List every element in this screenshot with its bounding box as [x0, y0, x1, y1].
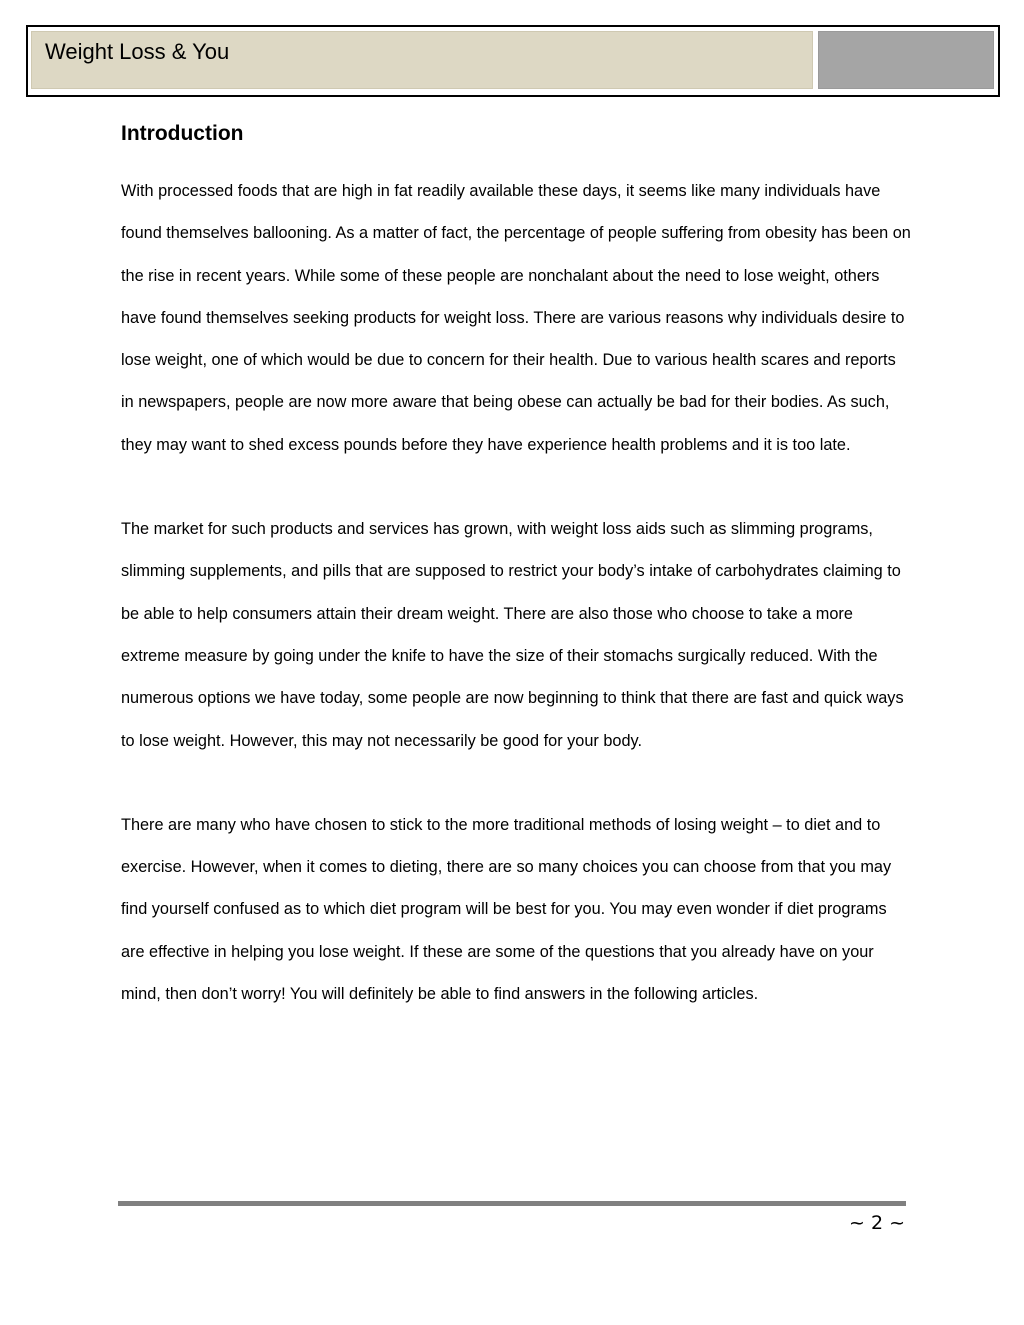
document-body	[121, 118, 911, 1015]
page-number: ~ 2 ~	[848, 1212, 905, 1234]
document-title: Weight Loss & You	[45, 39, 230, 64]
footer-divider	[118, 1201, 906, 1206]
body-paragraph: There are many who have chosen to stick to the more traditional methods of losing weight – to diet and to exercise. However, when it comes to dieting, there are so many choices you can choose from that you may find yourself confused as to which diet program will be best for you. You may even wonder if diet programs are effective in helping you lose weight. If these are some of the questions that you already have on your mind, then don’t worry! You will definitely be able to find answers in the following articles.	[121, 815, 892, 1004]
page-header	[26, 25, 1000, 97]
header-side-block	[818, 31, 994, 89]
section-heading: Introduction	[121, 122, 244, 145]
header-title-panel	[31, 31, 813, 89]
body-paragraph: With processed foods that are high in fat readily available these days, it seems like many individuals have found themselves ballooning. As a matter of fact, the percentage of people suffering from obesity has been on the rise in recent years. While some of these people are nonchalant about the need to lose weight, others have found themselves seeking products for weight loss. There are various reasons why individuals desire to lose weight, one of which would be due to concern for their health. Due to various health scares and reports in newspapers, people are now more aware that being obese can actually be bad for their bodies. As such, they may want to shed excess pounds before they have experience health problems and it is too late.	[121, 182, 911, 454]
body-paragraph: The market for such products and services has grown, with weight loss aids such as slimming programs, slimming supplements, and pills that are supposed to restrict your body’s intake of carbohydrates claiming to be able to help consumers attain their dream weight. There are also those who choose to take a more extreme measure by going under the knife to have the size of their stomachs surgically reduced. With the numerous options we have today, some people are now beginning to think that there are fast and quick ways to lose weight. However, this may not necessarily be good for your body.	[121, 520, 904, 750]
